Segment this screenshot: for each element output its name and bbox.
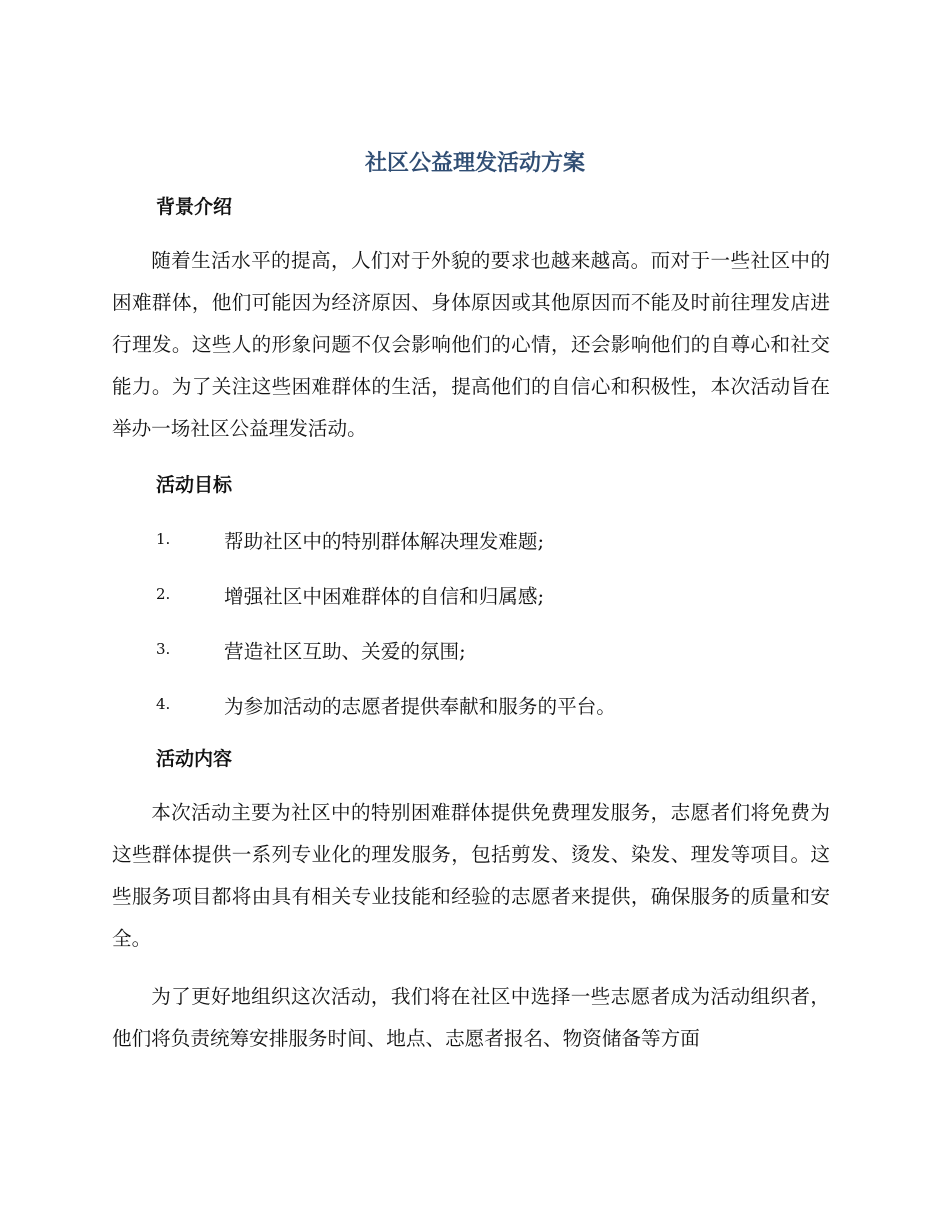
list-text: 增强社区中困难群体的自信和归属感; — [224, 584, 545, 608]
content-paragraph: 本次活动主要为社区中的特别困难群体提供免费理发服务，志愿者们将免费为这些群体提供一系列专业化的理发服务，包括剪发、烫发、染发、理发等项目。这些服务项目都将由具有相关专业技能和经验的志愿者来提供，确保服务的质量和安全。 — [112, 801, 830, 950]
document-title: 社区公益理发活动方案 — [364, 151, 585, 176]
section-heading-background: 背景介绍 — [156, 196, 233, 218]
list-number: 3. — [156, 640, 171, 658]
goal-list-item — [156, 524, 836, 554]
goal-list-item — [156, 579, 836, 609]
section-heading-content: 活动内容 — [156, 748, 233, 770]
list-text: 帮助社区中的特别群体解决理发难题; — [224, 529, 545, 553]
list-number: 2. — [156, 585, 171, 603]
list-text: 营造社区互助、关爱的氛围; — [224, 639, 466, 663]
list-number: 1. — [156, 530, 171, 548]
list-text: 为参加活动的志愿者提供奉献和服务的平台。 — [224, 694, 616, 718]
goal-list-item — [156, 689, 836, 719]
goal-list-item — [156, 634, 836, 664]
list-number: 4. — [156, 695, 171, 713]
section-heading-goals: 活动目标 — [156, 474, 233, 496]
background-paragraph: 随着生活水平的提高，人们对于外貌的要求也越来越高。而对于一些社区中的困难群体，他们可能因为经济原因、身体原因或其他原因而不能及时前往理发店进行理发。这些人的形象问题不仅会影响他们的心情，还会影响他们的自尊心和社交能力。为了关注这些困难群体的生活，提高他们的自信心和积极性，本次活动旨在举办一场社区公益理发活动。 — [112, 249, 830, 440]
content-paragraph: 为了更好地组织这次活动，我们将在社区中选择一些志愿者成为活动组织者，他们将负责统筹安排服务时间、地点、志愿者报名、物资储备等方面 — [112, 985, 830, 1050]
